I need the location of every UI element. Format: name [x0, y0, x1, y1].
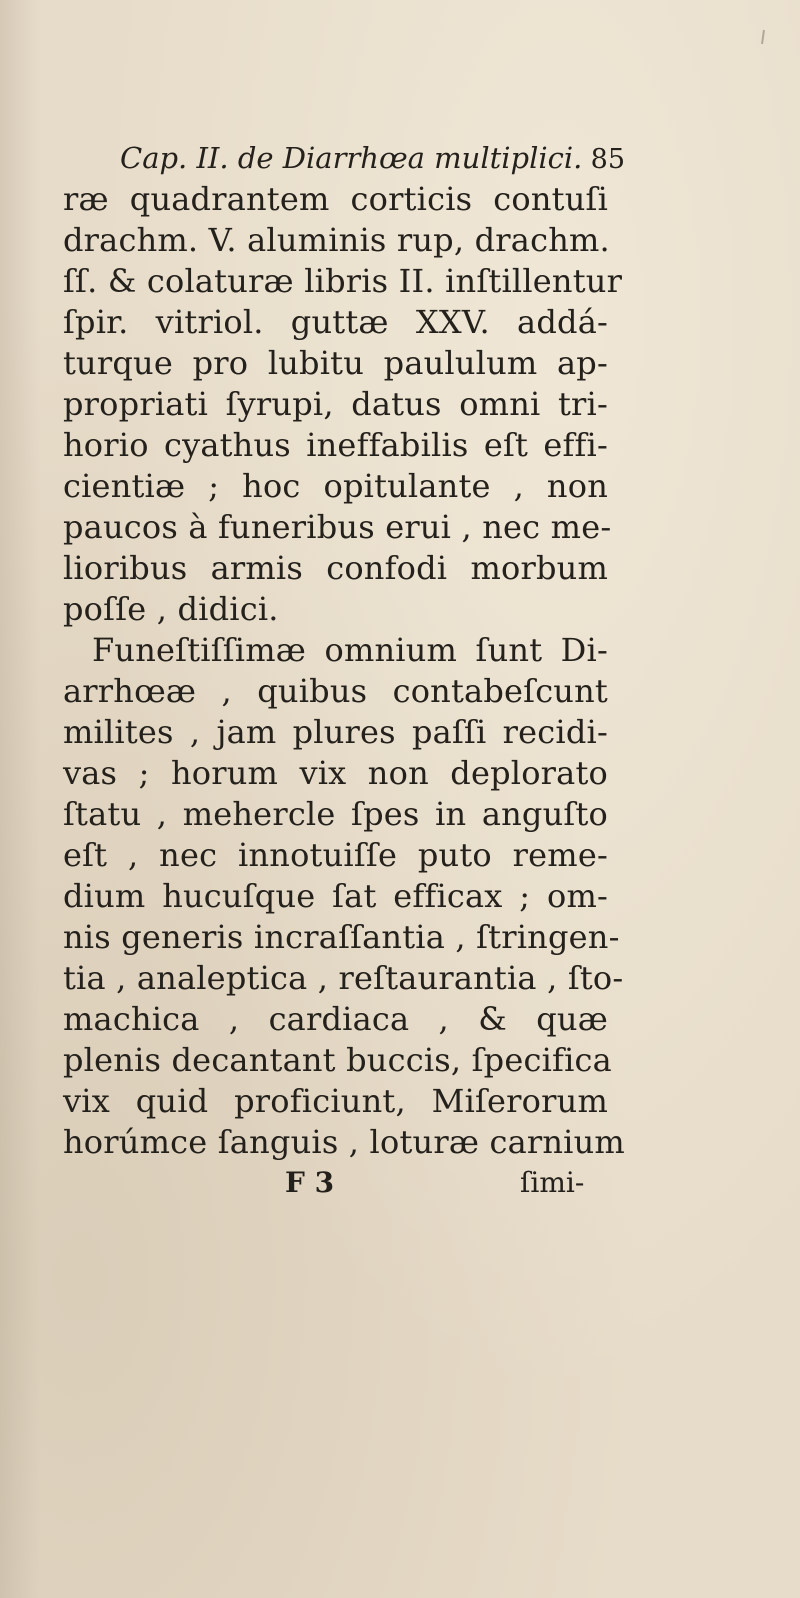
- text-line: ſſ. & colaturæ libris II. inſtillentur: [63, 262, 623, 300]
- text-line: horúmce ſanguis , loturæ carnium: [63, 1123, 625, 1161]
- text-line: paucos à funeribus erui , nec me-: [63, 508, 612, 546]
- text-line: dium hucuſque ſat efficax ; om-: [63, 877, 608, 915]
- text-line: tia , analeptica , reſtaurantia , ſto-: [63, 959, 624, 997]
- text-line: milites , jam plures paſſi recidi-: [63, 713, 608, 751]
- text-line: poſſe , didici.: [63, 590, 279, 628]
- text-line: turque pro lubitu paululum ap-: [63, 344, 608, 382]
- text-line: propriati ſyrupi, datus omni tri-: [63, 385, 608, 423]
- text-line: vix quid proficiunt, Miſerorum: [63, 1082, 608, 1120]
- text-line: machica , cardiaca , & quæ: [63, 1000, 608, 1038]
- signature-mark: F 3: [285, 1166, 335, 1199]
- text-line: vas ; horum vix non deplorato: [63, 754, 608, 792]
- catchword: ſimi-: [520, 1166, 585, 1199]
- text-line: cientiæ ; hoc opitulante , non: [63, 467, 608, 505]
- running-head: [120, 138, 625, 178]
- text-line: plenis decantant buccis, ſpecifica: [63, 1041, 612, 1079]
- page-number: 85: [590, 144, 625, 175]
- text-line: drachm. V. aluminis rup, drachm.: [63, 221, 610, 259]
- text-line: horio cyathus ineffabilis eſt effi-: [63, 426, 608, 464]
- text-line: lioribus armis confodi morbum: [63, 549, 608, 587]
- text-line: nis generis incraſſantia , ſtringen-: [63, 918, 620, 956]
- text-line: ræ quadrantem corticis contuſi: [63, 180, 608, 218]
- text-line: ſtatu , mehercle ſpes in anguſto: [63, 795, 608, 833]
- text-line: arrhœæ , quibus contabeſcunt: [63, 672, 608, 710]
- text-line: eſt , nec innotuiſſe puto reme-: [63, 836, 608, 874]
- page-footer: [0, 1163, 800, 1203]
- chapter-title: Cap. II. de Diarrhœa multiplici.: [120, 141, 583, 175]
- text-line: ſpir. vitriol. guttæ XXV. addá-: [63, 303, 608, 341]
- paragraph-start-line: Funeſtiſſimæ omnium ſunt Di-: [92, 631, 608, 669]
- margin-mark: [761, 30, 765, 44]
